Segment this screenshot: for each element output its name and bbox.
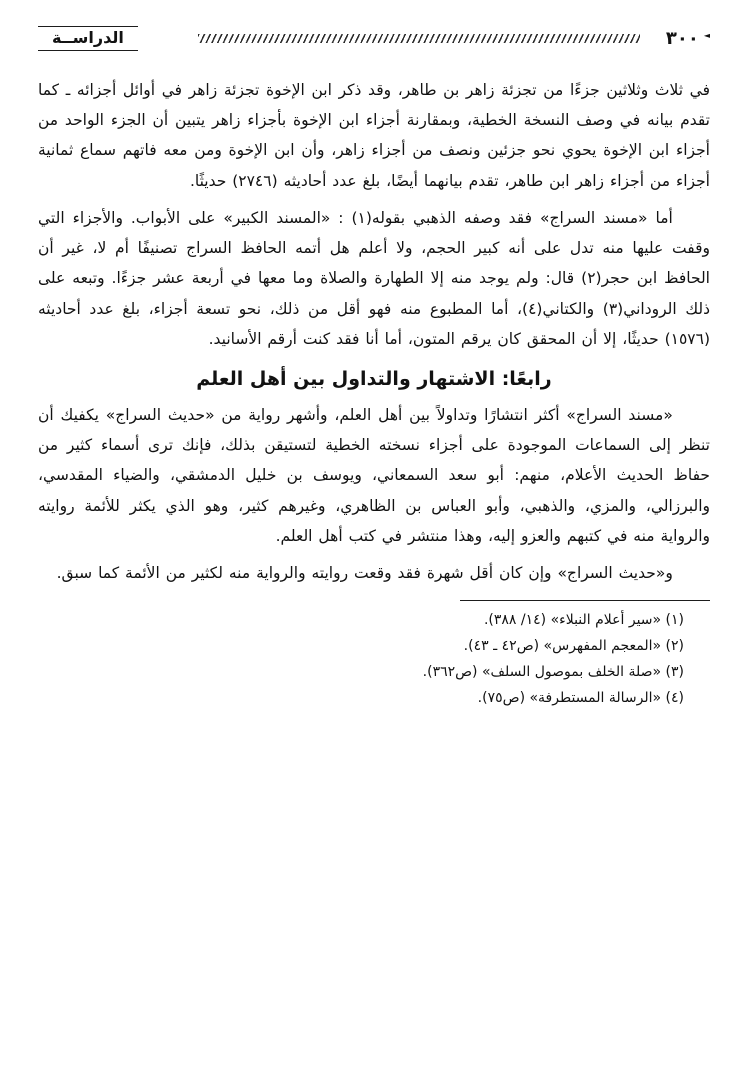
page-number-mark-icon: ◄ bbox=[703, 30, 710, 40]
paragraph-3: «مسند السراج» أكثر انتشارًا وتداولاً بين أهل العلم، وأشهر رواية من «حديث السراج» يكفيك أن تنظر إلى السماعات الموجودة على أجزاء نسخته الخطية لتستيقن بذلك، فإنك ترى أسماء كثير من حفاظ الحديث الأعلام، منهم: أبو سعد السمعاني، ويوسف بن خليل الدمشقي، والضياء المقدسي، والبرزالي، والمزي، والذهبي، وأبو العباس بن الظاهري، وغيرهم كثير، وهو الذي يكثر للأئمة روايته والرواية منه في كتبهم والعزو إليه، وهذا منتشر في كتب أهل العلم. bbox=[38, 405, 710, 545]
footnote-4: (٤) «الرسالة المستطرفة» (ص٧٥). bbox=[477, 689, 684, 706]
section-heading: رابعًا: الاشتهار والتداول بين أهل العلم bbox=[196, 367, 552, 390]
footnote-3: (٣) «صلة الخلف بموصول السلف» (ص٣٦٢). bbox=[422, 664, 684, 681]
page-body bbox=[38, 75, 710, 588]
paragraph-1: في ثلاث وثلاثين جزءًا من تجزئة زاهر بن طاهر، وقد ذكر ابن الإخوة تجزئة زاهر في أوائل أجزائه ـ كما تقدم بيانه في وصف النسخة الخطية، وبمقارنة أجزاء ابن الإخوة بأجزاء زاهر يتبين أن الجزء الواحد من أجزاء ابن الإخوة يحوي نحو جزئين ونصف من أجزاء زاهر، وأن ابن الإخوة ومن معه فاتهم سماع ثمانية أجزاء من أجزاء زاهر ابن طاهر، تقدم بيانهما أيضًا، بلغ عدد أحاديثه (٢٧٤٦) حديثًا. bbox=[38, 81, 710, 190]
running-title: الدراســة bbox=[38, 26, 138, 51]
page-number-value: ٣٠٠ bbox=[665, 28, 699, 49]
footnotes-section bbox=[38, 600, 710, 712]
page-header bbox=[38, 26, 710, 51]
footnote-1: (١) «سير أعلام النبلاء» (١٤/ ٣٨٨). bbox=[483, 612, 684, 629]
paragraph-2: أما «مسند السراج» فقد وصفه الذهبي بقوله(١) : «المسند الكبير» على الأبواب. والأجزاء التي وقفت عليها منه تدل على أنه كبير الحجم، ولا أعلم هل أتمه الحافظ السراج تصنيفًا أم لا، غير أن الحافظ ابن حجر(٢) قال: ولم يوجد منه إلا الطهارة والصلاة وما معها في أربعة عشر جزءًا. وتبعه على ذلك الروداني(٣) والكتاني(٤)، أما المطبوع منه فهو أقل من ذلك، نحو تسعة أجزاء، بلغ عدد أحاديثه (١٥٧٦) حديثًا، إلا أن المحقق كان يرقم المتون، أما أنا فقد كنت أرقم الأسانيد. bbox=[38, 208, 711, 348]
footnote-2: (٢) «المعجم المفهرس» (ص٤٢ ـ ٤٣). bbox=[463, 638, 684, 655]
footnote-separator bbox=[460, 600, 710, 601]
paragraph-4: و«حديث السراج» وإن كان أقل شهرة فقد وقعت روايته والرواية منه لكثير من الأئمة كما سبق. bbox=[56, 564, 673, 583]
page-number bbox=[666, 28, 710, 49]
header-hatch-rule bbox=[198, 34, 640, 43]
